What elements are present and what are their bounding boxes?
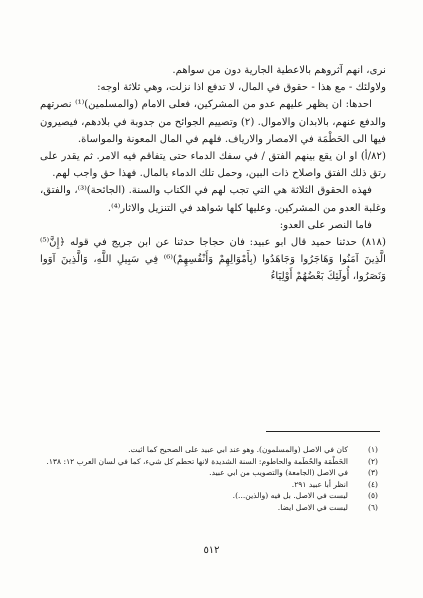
footnote-number: (٦) <box>367 502 378 512</box>
paragraph-7: (٨١٨) حدثنا حميد قال ابو عبيد: فان حجاجا حدثنا عن ابن جريج في قوله ﴿إِنَّ⁽⁵⁾ الَّذِينَ آمَنُوا وَهَاجَرُوا وَجَاهَدُوا (بِأَمْوَالِهِمْ وَأَنْفُسِهِمْ)⁽⁶⁾ فِي سَبِيلِ اللَّهِ، وَالَّذِينَ آوَوا وَنَصَرُوا، أُولَئِكَ بَعْضُهُمْ أَوْلِيَاءُ <box>40 237 386 283</box>
footnote-item <box>44 502 378 514</box>
footnote-number: (٢) <box>367 456 378 466</box>
footnote-item <box>44 467 378 479</box>
footnote-item <box>44 490 378 502</box>
footnote-item <box>44 444 378 456</box>
footnote-number: (٤) <box>367 479 378 489</box>
footnote-text: كان في الاصل (والمسلمون). وهو عند ابي عبيد على الصحيح كما اثبت. <box>128 445 348 454</box>
paragraph-5: فهذه الحقوق الثلاثة هي التي تجب لهم في الكتاب والسنة. (الجائحة)⁽³⁾، والفتق، وغلبة العدو من المشركين. وعليها كلها شواهد في التنزيل والاثار⁽⁴⁾. <box>40 185 386 214</box>
paragraph-6: فاما النصر على العدو: <box>279 219 372 231</box>
footnote-text: في الاصل (الجامعة) والتصويب من ابي عبيد. <box>209 468 348 478</box>
page-number: ٥١٢ <box>203 545 220 556</box>
footnote-item <box>44 479 378 491</box>
paragraph-3: احدها: ان يظهر عليهم عدو من المشركين، فعلى الامام (والمسلمين)⁽¹⁾ نصرتهم والدفع عنهم، بالابدان والاموال. (٢) وتصييم الجوائح من جدوبة في بلادهم، فيصيرون فيها الى الحَطْمَة في الامصار والارياف. فلهم في المال المعونة والمواساة. <box>40 99 386 145</box>
paragraph-4: (٨٢/أ) او ان يقع بينهم الفتق / في سفك الدماء حتى يتفاقم فيه الامر. ثم يقدر على رتق ذلك الفتق واصلاح ذات البين، وحمل تلك الدماء بالمال. فهذا حق واجب لهم. <box>40 151 386 180</box>
paragraph-1: نرى، انهم آثروهم بالاعطية الجارية دون من سواهم. <box>172 65 386 76</box>
footnote-number: (٥) <box>367 491 378 501</box>
footnote-divider <box>266 431 380 432</box>
footnote-text: الحَطْمَة والحُطَمة والحاطوم: السنة الشديدة لانها تحطم كل شيء، كما في لسان العرب ١٢: ١٣٨. <box>46 456 348 466</box>
footnote-number: (١) <box>367 445 378 454</box>
footnote-number: (٣) <box>367 468 378 478</box>
footnote-item <box>44 456 378 468</box>
footnote-text: انظر أبا عبيد ٢٩١. <box>291 479 348 489</box>
footnotes <box>44 444 378 514</box>
footnote-text: ليست في الاصل. بل فيه (والذين...). <box>232 491 348 501</box>
paragraph-2: ولاولئك - مع هذا - حقوق في المال، لا تدفع اذا نزلت، وهي ثلاثة اوجه: <box>97 82 386 94</box>
main-text <box>40 62 386 286</box>
footnote-text: ليست في الاصل ايضا. <box>277 502 348 512</box>
